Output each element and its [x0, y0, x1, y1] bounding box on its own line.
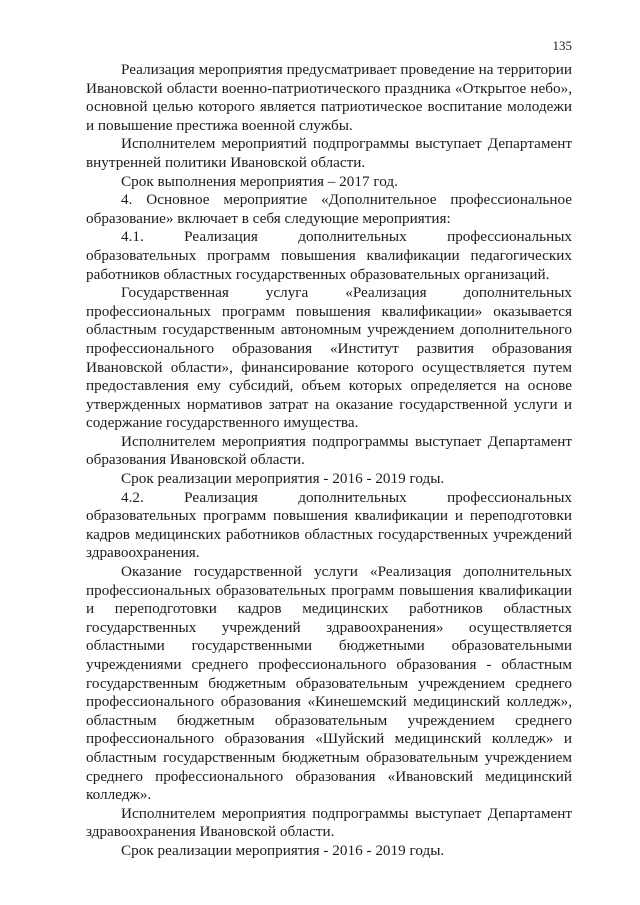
text-line: областными государственными бюджетными образовательными: [86, 637, 572, 655]
text-line: кадров медицинских работников областных государственных учреждений: [86, 525, 572, 543]
text-line: Исполнителем мероприятия подпрограммы выступает Департамент: [121, 804, 572, 822]
paragraph: [86, 842, 572, 861]
paragraph: [86, 805, 572, 842]
text-line: Государственная услуга «Реализация дополнительных: [121, 284, 572, 302]
text-line: предоставления ему субсидий, объем которых определяется на основе: [86, 377, 572, 395]
text-line: здравоохранения Ивановской области.: [86, 823, 335, 841]
text-line: Оказание государственной услуги «Реализация дополнительных: [121, 563, 572, 581]
text-line: среднего профессионального образования «Ивановский медицинский: [86, 767, 572, 785]
text-line: основной целью которого является патриотическое воспитание молодежи: [86, 98, 572, 116]
paragraph: [86, 61, 572, 135]
text-line: Исполнителем мероприятия подпрограммы выступает Департамент: [121, 432, 572, 450]
paragraph: [86, 433, 572, 470]
text-line: учреждениями среднего профессионального образования - областным: [86, 656, 572, 673]
text-line: областным государственным автономным учреждением дополнительного: [86, 321, 572, 339]
text-line: государственным бюджетным образовательным учреждением среднего: [86, 674, 572, 692]
text-line: Ивановской области военно-патриотического праздника «Открытое небо»,: [86, 79, 572, 97]
text-line: образования Ивановской области.: [86, 451, 305, 469]
text-line: профессионального образования «Кинешемский медицинский колледж»,: [86, 693, 572, 711]
text-line: профессионального образования «Шуйский медицинский колледж» и: [86, 730, 572, 748]
text-line: внутренней политики Ивановской области.: [86, 153, 366, 171]
text-line: колледж».: [86, 786, 152, 804]
text-line: 4.2. Реализация дополнительных профессиональных: [121, 488, 572, 506]
text-line: образовательных программ повышения квалификации и переподготовки: [86, 507, 572, 525]
text-line: профессионального образования «Институт развития образования: [86, 339, 572, 357]
paragraph: [86, 135, 572, 172]
text-line: Исполнителем мероприятий подпрограммы выступает Департамент: [121, 135, 572, 153]
text-line: областным бюджетным образовательным учреждением среднего: [86, 711, 572, 729]
text-line: государственных учреждений здравоохранения» осуществляется: [86, 618, 572, 636]
text-line: Срок реализации мероприятия - 2016 - 2019 годы.: [121, 470, 445, 488]
paragraph: [86, 563, 572, 805]
page-number: 135: [552, 38, 572, 53]
paragraph: [86, 489, 572, 563]
text-line: и переподготовки кадров медицинских работников областных: [86, 600, 572, 618]
paragraph: [86, 173, 572, 192]
text-line: профессиональных образовательных программ повышения квалификации: [86, 581, 572, 599]
text-line: 4. Основное мероприятие «Дополнительное профессиональное: [121, 191, 572, 209]
text-line: работников областных государственных образовательных организаций.: [86, 265, 550, 283]
text-line: содержание государственного имущества.: [86, 414, 359, 432]
text-line: утвержденных нормативов затрат на оказание государственной услуги и: [86, 395, 572, 413]
text-line: и повышение престижа военной службы.: [86, 116, 353, 134]
paragraph: [86, 191, 572, 228]
text-line: 4.1. Реализация дополнительных профессиональных: [121, 228, 572, 246]
text-line: здравоохранения.: [86, 544, 200, 562]
paragraph: [86, 284, 572, 433]
text-line: Ивановской области», финансирование которого осуществляется путем: [86, 358, 572, 376]
paragraph: [86, 228, 572, 284]
text-line: Реализация мероприятия предусматривает проведение на территории: [121, 61, 572, 78]
text-line: образование» включает в себя следующие мероприятия:: [86, 209, 451, 227]
document-body: [86, 61, 572, 861]
text-line: образовательных программ повышения квалификации педагогических: [86, 246, 572, 264]
paragraph: [86, 470, 572, 489]
text-line: областным государственным бюджетным образовательным учреждением: [86, 748, 572, 766]
text-line: профессиональных программ повышения квалификации» оказывается: [86, 302, 572, 320]
text-line: Срок выполнения мероприятия – 2017 год.: [121, 172, 398, 190]
text-line: Срок реализации мероприятия - 2016 - 2019 годы.: [121, 841, 445, 859]
